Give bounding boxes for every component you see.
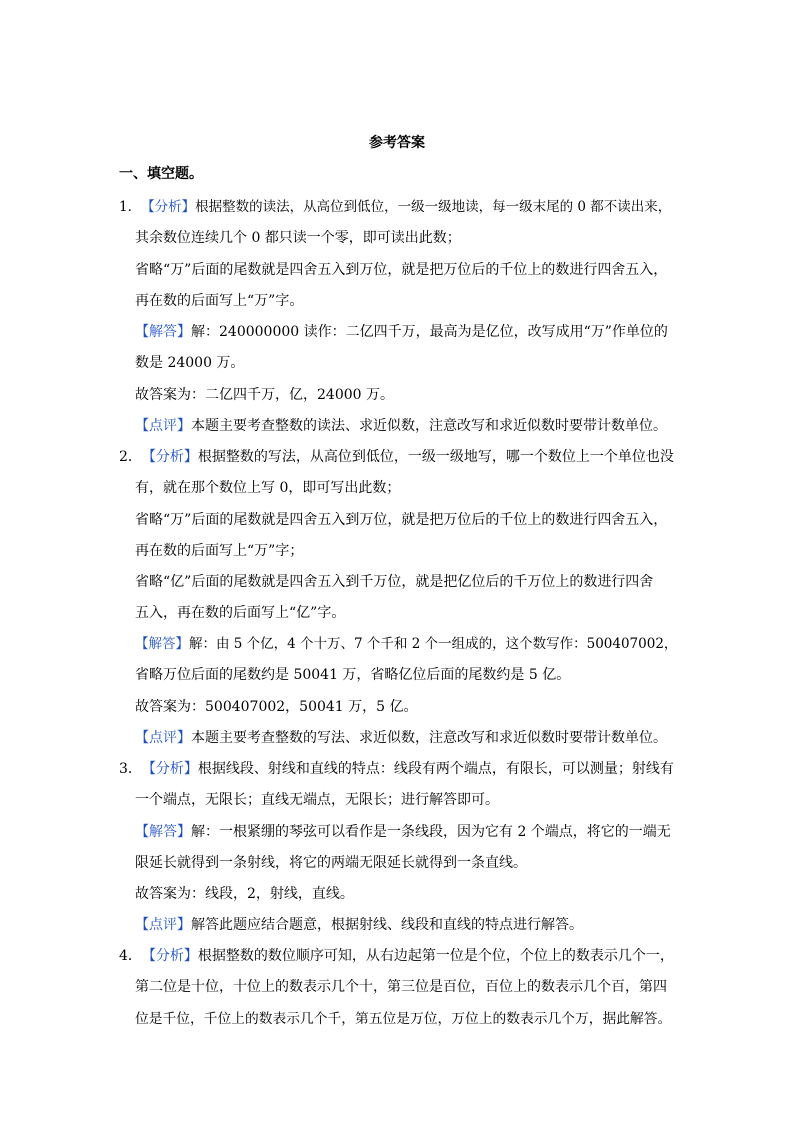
analysis-tag: 【分析】 [141, 199, 196, 215]
comment-tag: 【点评】 [135, 917, 191, 933]
comment-text: 本题主要考查整数的写法、求近似数，注意改写和求近似数时要带计数单位。 [191, 730, 667, 746]
q2-comment [135, 727, 667, 749]
answer-text: 解：一根紧绷的琴弦可以看作是一条线段，因为它有 2 个端点，将它的一端无 [191, 824, 671, 840]
section-heading: 一、填空题。 [119, 166, 203, 182]
question-number: 4． [119, 948, 142, 964]
q1-final-answer: 故答案为：二亿四千万，亿，24000 万。 [135, 387, 394, 403]
q4-analysis-line-2: 第二位是十位，十位上的数表示几个十，第三位是百位，百位上的数表示几个百，第四 [135, 979, 667, 995]
q3-analysis-line-2: 一个端点，无限长；直线无端点，无限长；进行解答即可。 [135, 792, 499, 808]
question-number: 3． [119, 761, 142, 777]
q2-analysis-line-2: 有，就在那个数位上写 0，即可写出此数； [135, 480, 401, 496]
q1-analysis-line-3: 省略“万”后面的尾数就是四舍五入到万位，就是把万位后的千位上的数进行四舍五入， [135, 262, 668, 278]
q3-analysis-line-1 [119, 758, 674, 780]
q3-comment [135, 914, 583, 936]
q4-analysis-line-3: 位是千位，千位上的数表示几个千，第五位是万位，万位上的数表示几个万，据此解答。 [135, 1011, 672, 1027]
comment-tag: 【点评】 [135, 418, 191, 434]
q3-answer-line-2: 限延长就得到一条射线，将它的两端无限延长就得到一条直线。 [135, 855, 527, 871]
q1-comment [135, 415, 667, 437]
q2-answer-line-2: 省略万位后面的尾数约是 50041 万，省略亿位后面的尾数约是 5 亿。 [135, 667, 571, 683]
q1-analysis-line-1 [119, 196, 671, 218]
question-number: 1． [119, 199, 142, 215]
q2-analysis-line-5: 省略“亿”后面的尾数就是四舍五入到千万位，就是把亿位后的千万位上的数进行四舍 [135, 574, 654, 590]
q1-analysis-line-2: 其余数位连续几个 0 都只读一个零，即可读出此数； [135, 230, 461, 246]
q2-analysis-line-4: 再在数的后面写上“万”字； [135, 543, 304, 559]
q3-final-answer: 故答案为：线段，2，射线，直线。 [135, 886, 354, 902]
answer-tag: 【解答】 [135, 324, 191, 340]
comment-tag: 【点评】 [135, 730, 191, 746]
q1-analysis-line-4: 再在数的后面写上“万”字。 [135, 293, 304, 309]
q2-final-answer: 故答案为：500407002，50041 万，5 亿。 [135, 699, 418, 715]
q1-answer-line-2: 数是 24000 万。 [135, 355, 245, 371]
page-title: 参考答案 [369, 135, 425, 151]
analysis-tag: 【分析】 [141, 761, 198, 777]
q2-analysis-line-1 [119, 446, 674, 468]
analysis-text: 根据整数的数位顺序可知，从右边起第一位是个位，个位上的数表示几个一， [197, 948, 674, 964]
q4-analysis-line-1 [119, 945, 674, 967]
answer-text: 解：由 5 个亿，4 个十万、7 个千和 2 个一组成的，这个数写作：500407002， [189, 636, 678, 652]
q3-answer-line-1 [135, 821, 671, 843]
analysis-text: 根据线段、射线和直线的特点：线段有两个端点，有限长，可以测量；射线有 [197, 761, 674, 777]
analysis-tag: 【分析】 [141, 948, 198, 964]
question-number: 2． [119, 449, 142, 465]
q1-answer-line-1 [135, 321, 668, 343]
q2-analysis-line-6: 五入，再在数的后面写上“亿”字。 [135, 605, 346, 621]
comment-text: 本题主要考查整数的读法、求近似数，注意改写和求近似数时要带计数单位。 [191, 418, 667, 434]
analysis-text: 根据整数的写法，从高位到低位，一级一级地写，哪一个数位上一个单位也没 [197, 449, 674, 465]
answer-tag: 【解答】 [135, 636, 189, 652]
answer-tag: 【解答】 [135, 824, 191, 840]
q2-answer-line-1 [135, 633, 677, 655]
comment-text: 解答此题应结合题意，根据射线、线段和直线的特点进行解答。 [191, 917, 583, 933]
q2-analysis-line-3: 省略“万”后面的尾数就是四舍五入到万位，就是把万位后的千位上的数进行四舍五入， [135, 512, 668, 528]
answer-text: 解：240000000 读作：二亿四千万，最高为是亿位，改写成用“万”作单位的 [191, 324, 668, 340]
analysis-text: 根据整数的读法，从高位到低位，一级一级地读，每一级末尾的 0 都不读出来， [195, 199, 672, 215]
analysis-tag: 【分析】 [141, 449, 198, 465]
